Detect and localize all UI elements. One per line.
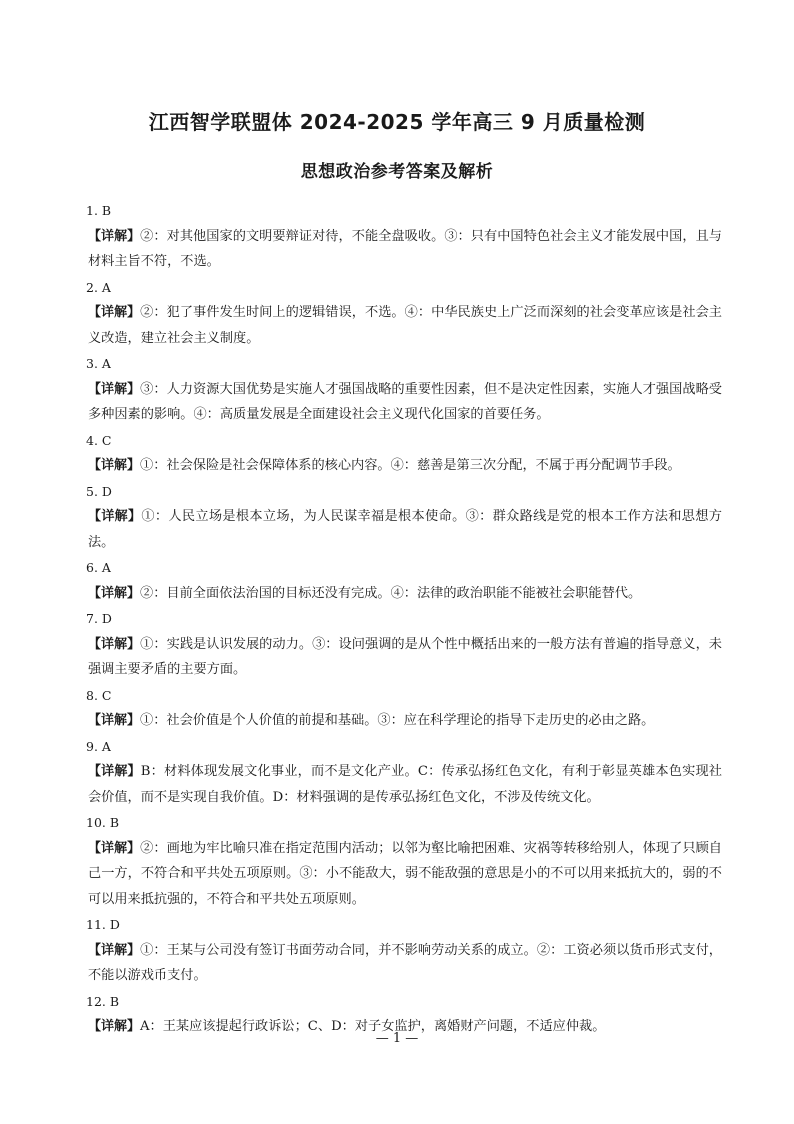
answer-item [86,428,722,479]
answer-number: 4. C [86,432,112,448]
answer-number: 10. B [86,815,120,830]
detail-text: ②：目前全面依法治国的目标还没有完成。④：法律的政治职能不能被社会职能替代。 [140,585,642,601]
detail-text: A：王某应该提起行政诉讼；C、D：对子女监护，离婚财产问题，不适应仲裁。 [140,1019,606,1034]
detail-tag: 【详解】 [88,1019,141,1034]
detail-text: ②：对其他国家的文明要辩证对待，不能全盘吸收。③：只有中国特色社会主义才能发展中国，且与材料主旨不符，不选。 [88,228,722,269]
answer-detail [86,836,722,913]
detail-text: ①：王某与公司没有签订书面劳动合同，并不影响劳动关系的成立。②：工资必须以货币形式支付，不能以游戏币支付。 [88,942,722,983]
document-title: 江西智学联盟体 2024-2025 学年高三 9 月质量检测 [148,110,646,134]
detail-tag: 【详解】 [88,636,141,652]
answer-item [86,810,722,912]
answer-detail [86,581,722,607]
detail-text: ②：犯了事件发生时间上的逻辑错误，不选。④：中华民族史上广泛而深刻的社会变革应该是社会主义改造，建立社会主义制度。 [88,305,722,346]
detail-text: ②：画地为牢比喻只准在指定范围内活动；以邻为壑比喻把困难、灾祸等转移给别人，体现了只顾自己一方，不符合和平共处五项原则。③：小不能敌大，弱不能敌强的意思是小的不可以用来抵抗大的，弱的不可以用来抵抗强的，不符合和平共处五项原则。 [88,840,722,907]
answer-list [86,198,722,1040]
answer-item [86,479,722,556]
answer-number: 11. D [86,917,120,932]
answer-number: 1. B [86,203,112,218]
answer-detail [86,759,722,810]
document-subtitle: 思想政治参考答案及解析 [300,162,494,182]
answer-number: 6. A [86,560,111,575]
detail-tag: 【详解】 [88,381,141,397]
answer-detail [86,377,722,428]
answer-number: 9. A [86,738,111,754]
answer-item [86,683,722,734]
detail-tag: 【详解】 [88,228,141,244]
detail-tag: 【详解】 [88,942,141,958]
answer-item [86,555,722,606]
answer-item [86,275,722,352]
detail-tag: 【详解】 [88,305,141,320]
answer-number: 2. A [86,279,111,295]
detail-tag: 【详解】 [88,509,142,524]
detail-tag: 【详解】 [88,840,141,856]
detail-text: ③：人力资源大国优势是实施人才强国战略的重要性因素，但不是决定性因素，实施人才强国战略受多种因素的影响。④：高质量发展是全面建设社会主义现代化国家的首要任务。 [88,381,722,422]
answer-detail [86,504,722,555]
detail-text: ①：人民立场是根本立场，为人民谋幸福是根本使命。③：群众路线是党的根本工作方法和思想方法。 [88,509,722,550]
detail-text: ①：社会保险是社会保障体系的核心内容。④：慈善是第三次分配，不属于再分配调节手段。 [140,458,681,473]
answer-detail [86,224,722,275]
answer-detail [86,632,722,683]
answer-detail [86,938,722,989]
answer-item [86,734,722,811]
answer-item [86,606,722,683]
answer-detail [86,708,722,734]
answer-number: 7. D [86,611,112,626]
answer-item [86,351,722,428]
detail-tag: 【详解】 [88,713,141,728]
detail-text: B：材料体现发展文化事业，而不是文化产业。C：传承弘扬红色文化，有利于彰显英雄本色实现社会价值，而不是实现自我价值。D：材料强调的是传承弘扬红色文化，不涉及传统文化。 [88,764,722,805]
answer-number: 12. B [86,993,120,1009]
answer-detail [86,453,722,479]
answer-detail [86,300,722,351]
detail-text: ①：实践是认识发展的动力。③：设问强调的是从个性中概括出来的一般方法有普遍的指导意义，未强调主要矛盾的主要方面。 [88,636,722,677]
answer-number: 5. D [86,483,112,499]
detail-tag: 【详解】 [88,764,141,779]
detail-tag: 【详解】 [88,585,141,601]
answer-item [86,198,722,275]
answer-number: 8. C [86,687,112,703]
answer-number: 3. A [86,356,111,371]
detail-tag: 【详解】 [88,458,141,473]
answer-item [86,912,722,989]
page-number: — 1 — [375,1031,419,1046]
detail-text: ①：社会价值是个人价值的前提和基础。③：应在科学理论的指导下走历史的必由之路。 [140,713,655,728]
